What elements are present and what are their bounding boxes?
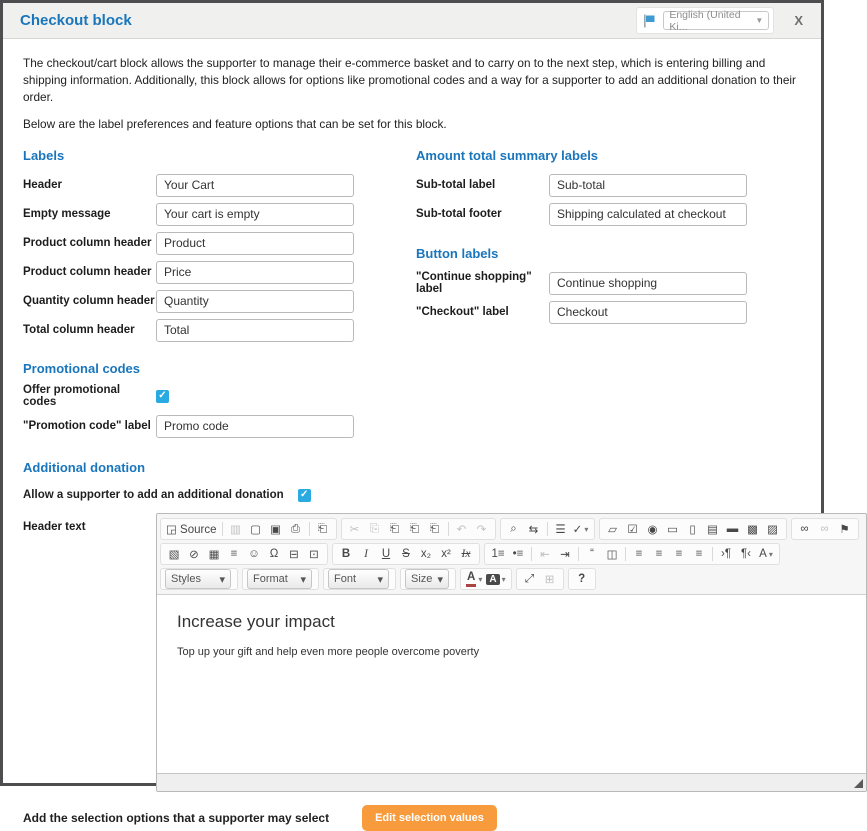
chevron-down-icon: ▾ — [768, 549, 773, 559]
donation-section-heading: Additional donation — [23, 460, 146, 476]
edit-selection-values-button[interactable]: Edit selection values — [362, 805, 497, 831]
dialog-header — [3, 3, 821, 39]
remove-format-button[interactable]: Ix — [461, 548, 471, 561]
textarea-icon[interactable]: ▯ — [689, 524, 696, 537]
strikethrough-button[interactable]: S — [402, 548, 410, 561]
rich-text-editor — [156, 513, 867, 792]
toolbar-group — [242, 568, 319, 590]
background-color-button[interactable]: A ▾ — [485, 570, 506, 588]
show-blocks-icon: ⊞ — [544, 574, 555, 587]
editor-content-area[interactable] — [157, 595, 866, 773]
button-labels-heading: Button labels — [416, 246, 499, 262]
toolbar-group — [460, 568, 512, 590]
selection-options-row — [23, 805, 801, 831]
header-text-label: Header text — [23, 521, 86, 534]
cut-icon: ✂ — [349, 524, 360, 537]
field-row-header — [23, 173, 416, 197]
field-label: Header — [23, 179, 62, 192]
size-dropdown[interactable]: Size ▾ — [405, 569, 449, 589]
editor-toolbar — [157, 514, 866, 595]
about-icon[interactable]: ? — [578, 573, 586, 586]
blockquote-icon[interactable]: “ — [590, 548, 594, 561]
save-icon: ▥ — [230, 524, 241, 537]
select-all-icon[interactable]: ☰ — [555, 524, 566, 537]
language-dropdown-value: English (United Ki... — [669, 8, 741, 33]
underline-button[interactable]: U — [381, 548, 391, 561]
align-center-icon[interactable]: ≡ — [655, 548, 663, 561]
button-field-icon[interactable]: ▬ — [726, 523, 739, 536]
font-dropdown[interactable]: Font ▾ — [328, 569, 389, 589]
empty-message-input[interactable] — [156, 203, 354, 226]
field-row-quantity-column — [23, 289, 416, 313]
selection-options-label: Add the selection options that a supporter may select — [23, 811, 330, 826]
editor-heading: Increase your impact — [177, 612, 335, 632]
quantity-column-input[interactable] — [156, 290, 354, 313]
toolbar-group — [568, 568, 596, 590]
total-column-input[interactable] — [156, 319, 354, 342]
toolbar-group — [400, 568, 456, 590]
align-justify-icon[interactable]: ≡ — [695, 548, 703, 561]
redo-icon: ↷ — [476, 524, 487, 537]
image-icon[interactable]: ▧ — [168, 549, 180, 562]
subtotal-footer-input[interactable] — [549, 203, 747, 226]
form-icon[interactable]: ▱ — [608, 524, 617, 537]
resize-handle[interactable] — [854, 779, 863, 788]
bulleted-list-icon[interactable]: •≡ — [512, 548, 524, 561]
increase-indent-icon[interactable]: ⇥ — [560, 549, 570, 562]
anchor-icon[interactable]: ⚑ — [839, 524, 850, 537]
toolbar-separator — [309, 522, 310, 536]
field-label: Product column header — [23, 237, 152, 250]
copy-icon: ⎘ — [369, 522, 380, 535]
toolbar-separator — [222, 522, 223, 536]
field-row-subtotal-label — [416, 173, 801, 197]
print-icon[interactable]: ⎙ — [290, 522, 301, 535]
replace-icon[interactable]: ⇆ — [528, 524, 539, 537]
chevron-down-icon: ▾ — [219, 573, 225, 586]
promo-toggle-row — [23, 384, 416, 409]
checkout-label-input[interactable] — [549, 301, 747, 324]
field-label: Sub-total footer — [416, 208, 502, 221]
spell-check-icon[interactable]: ✓ ▾ — [572, 524, 589, 537]
field-row-total-column — [23, 318, 416, 342]
table-icon[interactable]: ▦ — [208, 549, 220, 562]
amount-section-heading: Amount total summary labels — [416, 148, 599, 164]
toolbar-group — [599, 518, 787, 540]
text-color-button[interactable]: A ▾ — [465, 570, 483, 588]
chevron-down-icon: ▾ — [478, 574, 483, 584]
numbered-list-icon[interactable]: 1≡ — [491, 548, 505, 561]
field-label: "Continue shopping" label — [416, 271, 532, 296]
toolbar-group — [160, 518, 337, 540]
toolbar-separator — [625, 547, 626, 561]
page-break-icon[interactable]: ⊟ — [289, 549, 299, 562]
text-direction-rtl-icon[interactable]: ¶‹ — [740, 548, 751, 561]
unlink-icon: ∞ — [820, 523, 829, 536]
text-field-icon[interactable]: ▭ — [667, 524, 678, 537]
chevron-down-icon: ▾ — [300, 573, 306, 586]
intro-paragraph-2: Below are the label preferences and feature options that can be set for this block. — [23, 117, 447, 132]
toolbar-separator — [712, 547, 713, 561]
language-selector — [636, 7, 774, 34]
flash-icon[interactable]: ⊘ — [189, 549, 199, 562]
text-direction-ltr-icon[interactable]: ›¶ — [720, 548, 731, 561]
preview-icon[interactable]: ▣ — [270, 524, 281, 537]
toolbar-group — [323, 568, 396, 590]
field-label: "Promotion code" label — [23, 420, 151, 433]
toolbar-group — [516, 568, 564, 590]
templates-icon[interactable]: ⎗ — [317, 522, 328, 535]
bold-button[interactable]: B — [341, 548, 351, 561]
field-row-product-column — [23, 231, 416, 255]
editor-paragraph: Top up your gift and help even more people overcome poverty — [177, 646, 480, 659]
styles-dropdown[interactable]: Styles ▾ — [165, 569, 231, 589]
field-label: "Checkout" label — [416, 306, 509, 319]
paste-icon[interactable]: ⎗ — [389, 522, 400, 535]
select-field-icon[interactable]: ▤ — [707, 524, 718, 537]
allow-additional-donation-checkbox[interactable] — [298, 489, 311, 502]
chevron-down-icon: ▾ — [584, 524, 589, 534]
decrease-indent-icon: ⇤ — [540, 549, 550, 562]
header-text-row — [23, 513, 850, 792]
smiley-icon[interactable]: ☺ — [248, 548, 260, 561]
labels-section-heading: Labels — [23, 148, 65, 164]
field-row-subtotal-footer — [416, 202, 801, 226]
hidden-field-icon[interactable]: ▨ — [767, 524, 778, 537]
format-dropdown[interactable]: Format ▾ — [247, 569, 312, 589]
paste-plain-text-icon[interactable]: ⎗ — [409, 522, 420, 535]
italic-button[interactable]: I — [364, 548, 368, 561]
donation-toggle-label: Allow a supporter to add an additional donation — [23, 489, 284, 502]
field-row-promo-code — [23, 414, 416, 438]
toolbar-separator — [578, 547, 579, 561]
toolbar-separator — [547, 522, 548, 536]
toolbar-group — [160, 568, 238, 590]
offer-promo-codes-checkbox[interactable] — [156, 390, 169, 403]
toolbar-group — [332, 543, 480, 565]
subtotal-label-input[interactable] — [549, 174, 747, 197]
chevron-down-icon: ▼ — [755, 16, 764, 25]
editor-footer — [157, 773, 866, 791]
promo-toggle-label: Offer promotional codes — [23, 384, 121, 409]
toolbar-group — [484, 543, 780, 565]
maximize-icon[interactable]: ⤢ — [524, 572, 535, 585]
header-input[interactable] — [156, 174, 354, 197]
superscript-button[interactable]: x² — [441, 548, 451, 561]
language-icon[interactable]: A ▾ — [759, 548, 773, 561]
new-page-icon[interactable]: ▢ — [250, 524, 261, 537]
promotion-code-label-input[interactable] — [156, 415, 354, 438]
horizontal-line-icon[interactable]: ≡ — [230, 548, 238, 561]
chevron-down-icon: ▾ — [437, 573, 443, 586]
language-dropdown[interactable] — [663, 8, 769, 33]
price-column-input[interactable] — [156, 261, 354, 284]
toolbar-group — [791, 518, 859, 540]
toolbar-group — [341, 518, 496, 540]
link-icon[interactable]: ∞ — [800, 523, 809, 536]
flag-icon — [641, 13, 657, 29]
field-label: Empty message — [23, 208, 111, 221]
dialog-title: Checkout block — [20, 12, 132, 29]
subscript-button[interactable]: x₂ — [420, 548, 432, 561]
toolbar-group — [160, 543, 328, 565]
toolbar-group — [500, 518, 595, 540]
field-row-price-column — [23, 260, 416, 284]
toolbar-separator — [531, 547, 532, 561]
field-label: Product column header — [23, 266, 152, 279]
toolbar-separator — [448, 522, 449, 536]
chevron-down-icon: ▾ — [377, 573, 383, 586]
field-row-continue-shopping — [416, 271, 801, 295]
field-row-checkout-label — [416, 300, 801, 324]
paste-from-word-icon[interactable]: ⎗ — [429, 522, 440, 535]
source-button[interactable]: ◲ Source — [166, 524, 217, 537]
find-icon[interactable]: ⌕ — [510, 522, 517, 535]
continue-shopping-label-input[interactable] — [549, 272, 747, 295]
checkbox-field-icon[interactable]: ☑ — [627, 524, 638, 537]
chevron-down-icon: ▾ — [501, 574, 506, 584]
image-button-icon[interactable]: ▩ — [747, 524, 758, 537]
field-label: Sub-total label — [416, 179, 496, 192]
product-column-input[interactable] — [156, 232, 354, 255]
iframe-icon[interactable]: ⊡ — [309, 549, 319, 562]
undo-icon: ↶ — [456, 524, 467, 537]
close-icon[interactable]: X — [794, 13, 803, 28]
donation-toggle-row — [23, 485, 801, 505]
field-label: Total column header — [23, 324, 135, 337]
dialog-body — [3, 39, 850, 831]
radio-button-icon[interactable]: ◉ — [647, 524, 658, 537]
align-left-icon[interactable]: ≡ — [635, 548, 643, 561]
align-right-icon[interactable]: ≡ — [675, 548, 683, 561]
div-container-icon[interactable]: ◫ — [606, 549, 618, 562]
special-character-icon[interactable]: Ω — [269, 548, 279, 561]
intro-text — [23, 55, 801, 133]
intro-paragraph-1: The checkout/cart block allows the supporter to manage their e-commerce basket and to carry on to the next step, which is entering billing and shipping information. Additionally, this block allows for options like promotional codes and a way for a supporter to add an additional donation to their order. — [23, 56, 796, 105]
field-row-empty-message — [23, 202, 416, 226]
promo-section-heading: Promotional codes — [23, 361, 141, 377]
field-label: Quantity column header — [23, 295, 155, 308]
